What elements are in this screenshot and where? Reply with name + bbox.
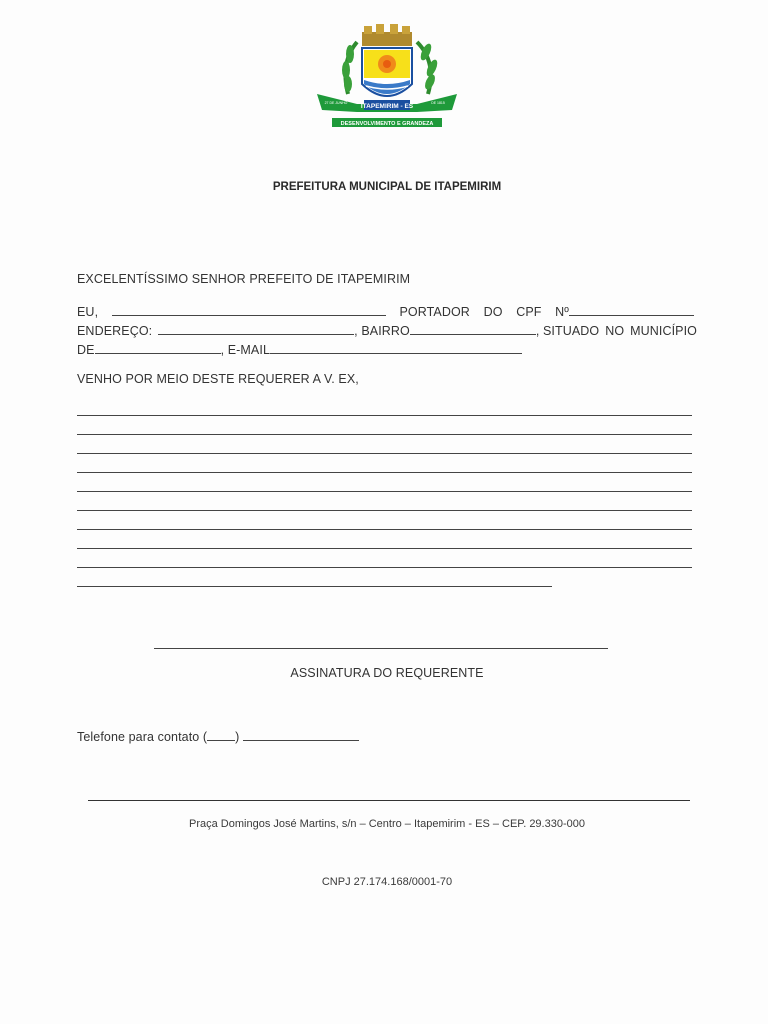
- page-title: PREFEITURA MUNICIPAL DE ITAPEMIRIM: [272, 181, 502, 193]
- request-line[interactable]: [77, 567, 692, 568]
- name-field[interactable]: [112, 303, 386, 316]
- label-situado: , SITUADO: [535, 324, 600, 338]
- phone-contact: [77, 728, 359, 744]
- footer-address: Praça Domingos José Martins, s/n – Centro – Itapemirim - ES – CEP. 29.330-000: [189, 818, 585, 830]
- phone-close-paren: ): [235, 730, 240, 744]
- label-de: DE: [77, 343, 95, 357]
- label-bairro: , BAIRRO: [354, 324, 410, 338]
- request-line[interactable]: [77, 529, 692, 530]
- neighborhood-field[interactable]: [410, 322, 536, 335]
- form-line-address: [77, 322, 697, 338]
- request-line[interactable]: [77, 510, 692, 511]
- logo-motto: DESENVOLVIMENTO E GRANDEZA: [340, 121, 434, 127]
- label-municipio: MUNICÍPIO: [630, 324, 697, 338]
- phone-area-code-field[interactable]: [207, 728, 235, 741]
- signature-label: ASSINATURA DO REQUERENTE: [290, 666, 484, 680]
- coat-of-arms-logo: [312, 22, 462, 132]
- label-endereco: ENDEREÇO:: [77, 324, 153, 338]
- label-eu: EU,: [77, 305, 99, 319]
- email-field[interactable]: [270, 341, 522, 354]
- request-line[interactable]: [77, 453, 692, 454]
- label-no: NO: [605, 324, 625, 338]
- request-line[interactable]: [77, 434, 692, 435]
- form-line-name-cpf: [77, 303, 694, 319]
- label-do: DO: [483, 305, 503, 319]
- cpf-field[interactable]: [569, 303, 694, 316]
- request-line[interactable]: [77, 586, 552, 587]
- salutation: EXCELENTÍSSIMO SENHOR PREFEITO DE ITAPEMIRIM: [77, 272, 411, 286]
- request-line[interactable]: [77, 415, 692, 416]
- phone-label: Telefone para contato (: [77, 730, 208, 744]
- signature-line[interactable]: [154, 648, 608, 649]
- address-field[interactable]: [158, 322, 354, 335]
- logo-banner-text: ITAPEMIRIM - ES: [360, 103, 414, 110]
- logo-ribbon-left: 27 DE JUNHO: [324, 101, 348, 105]
- footer-cnpj: CNPJ 27.174.168/0001-70: [321, 876, 453, 888]
- label-cpf: CPF: [516, 305, 542, 319]
- city-field[interactable]: [95, 341, 221, 354]
- label-portador: PORTADOR: [399, 305, 470, 319]
- phone-number-field[interactable]: [243, 728, 359, 741]
- label-email: , E-MAIL: [220, 343, 270, 357]
- request-line[interactable]: [77, 472, 692, 473]
- logo-ribbon-right: DE 1815: [431, 101, 445, 105]
- form-line-city-email: [77, 341, 522, 357]
- request-line[interactable]: [77, 548, 692, 549]
- request-text: VENHO POR MEIO DESTE REQUERER A V. EX,: [77, 372, 359, 386]
- footer-divider: [88, 800, 690, 801]
- request-line[interactable]: [77, 491, 692, 492]
- label-cpf-numero: Nº: [555, 305, 569, 319]
